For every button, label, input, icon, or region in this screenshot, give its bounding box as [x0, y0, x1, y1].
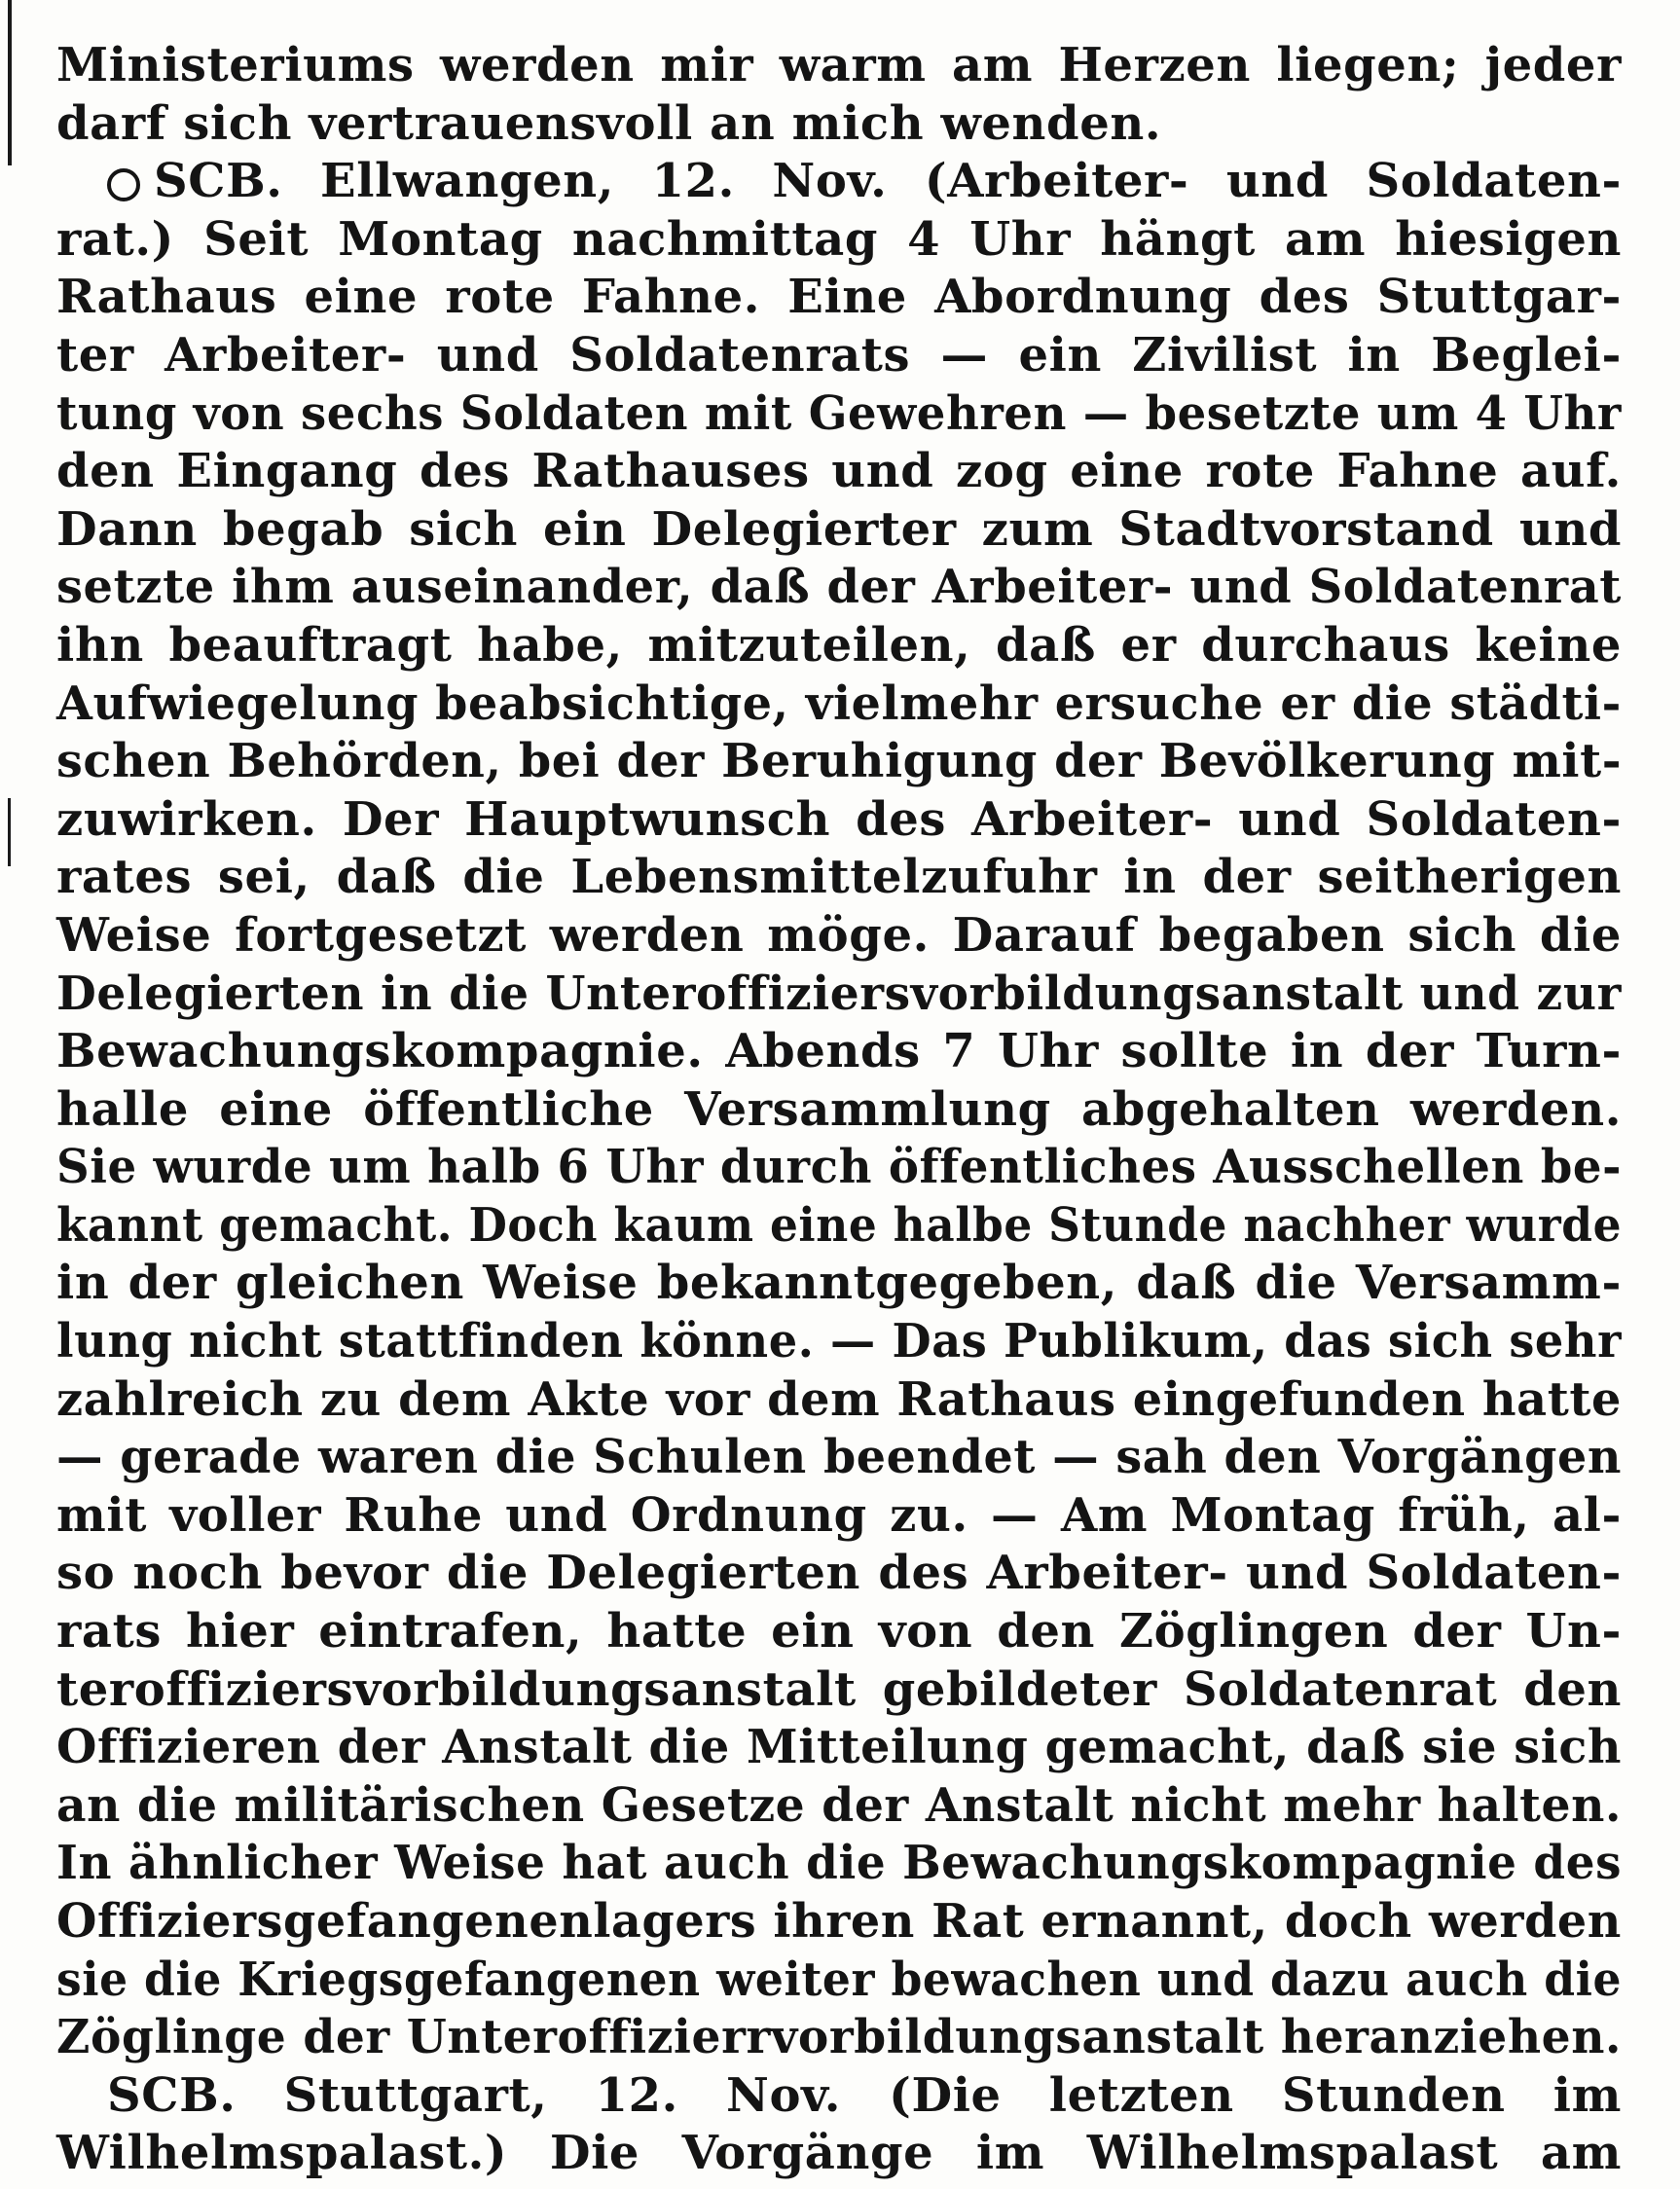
text-line: Offiziersgefangenenlagers ihren Rat ernannt, doch werden: [56, 1894, 1622, 1949]
dispatch-heading-line: SCB. Stuttgart, 12. Nov. (Die letzten Stunden im: [107, 2067, 1622, 2123]
text-line: mit voller Ruhe und Ordnung zu. — Am Montag früh, al-: [56, 1487, 1622, 1543]
text-line: — gerade waren die Schulen beendet — sah den Vorgängen: [56, 1430, 1623, 1485]
article-column: [56, 37, 1622, 2183]
text-line: Offizieren der Anstalt die Mitteilung gemacht, daß sie sich: [56, 1720, 1623, 1775]
text-line: setzte ihm auseinander, daß der Arbeiter- und Soldatenrat: [56, 560, 1623, 615]
text-line: Delegierten in die Unteroffiziersvorbildungsanstalt und zur: [56, 966, 1622, 1021]
text-line: Dann begab sich ein Delegierter zum Stadtvorstand und: [56, 501, 1623, 557]
text-line: Bewachungskompagnie. Abends 7 Uhr sollte in der Turn-: [56, 1024, 1622, 1079]
text-line: schen Behörden, bei der Beruhigung der Bevölkerung mit-: [56, 734, 1623, 789]
text-line: Aufwiegelung beabsichtige, vielmehr ersuche er die städti-: [56, 675, 1622, 731]
text-line: Ministeriums werden mir warm am Herzen liegen; jeder: [56, 38, 1622, 92]
text-line: so noch bevor die Delegierten des Arbeiter- und Soldaten-: [56, 1546, 1622, 1601]
text-line: in der gleichen Weise bekanntgegeben, daß die Versamm-: [56, 1256, 1622, 1311]
text-line: zuwirken. Der Hauptwunsch des Arbeiter- und Soldaten-: [56, 791, 1622, 847]
text-line: In ähnlicher Weise hat auch die Bewachungskompagnie des: [56, 1836, 1623, 1891]
text-line: rates sei, daß die Lebensmittelzufuhr in der seitherigen: [56, 850, 1622, 905]
text-line: den Eingang des Rathauses und zog eine rote Fahne auf.: [56, 444, 1622, 499]
text-line: Weise fortgesetzt werden möge. Darauf begaben sich die: [56, 907, 1623, 963]
text-line: Wilhelmspalast.) Die Vorgänge im Wilhelmspalast am: [56, 2126, 1623, 2181]
text-line: ter Arbeiter- und Soldatenrats — ein Zivilist in Beglei-: [56, 327, 1622, 383]
text-line: Zöglinge der Unteroffizierrvorbildungsanstalt heranziehen.: [56, 2010, 1623, 2065]
text-line: ihn beauftragt habe, mitzuteilen, daß er durchaus keine: [56, 617, 1622, 673]
text-line: tung von sechs Soldaten mit Gewehren — besetzte um 4 Uhr: [56, 385, 1622, 441]
text-line: Sie wurde um halb 6 Uhr durch öffentliches Ausschellen be-: [56, 1140, 1623, 1195]
circle-bullet-icon: [107, 168, 140, 201]
text-line: lung nicht stattfinden könne. — Das Publikum, das sich sehr: [56, 1314, 1623, 1369]
text-line: rat.) Seit Montag nachmittag 4 Uhr hängt am hiesigen: [56, 211, 1622, 267]
text-line: darf sich vertrauensvoll an mich wenden.: [56, 95, 1162, 151]
text-line: zahlreich zu dem Akte vor dem Rathaus eingefunden hatte: [56, 1371, 1622, 1427]
text-line: halle eine öffentliche Versammlung abgehalten werden.: [56, 1081, 1623, 1137]
text-line: kannt gemacht. Doch kaum eine halbe Stunde nachher wurde: [56, 1197, 1623, 1253]
text-line: an die militärischen Gesetze der Anstalt nicht mehr halten.: [56, 1777, 1622, 1833]
text-line: teroffiziersvorbildungsanstalt gebildeter Soldatenrat den: [56, 1661, 1623, 1717]
column-rule: [8, 0, 12, 165]
dispatch-heading-line: SCB. Ellwangen, 12. Nov. (Arbeiter- und Soldaten-: [56, 153, 1622, 211]
column-rule-fragment: [8, 798, 11, 866]
text-line: Rathaus eine rote Fahne. Eine Abordnung des Stuttgar-: [56, 270, 1623, 325]
text-line: sie die Kriegsgefangenen weiter bewachen und dazu auch die: [56, 1952, 1623, 2007]
text-line: rats hier eintrafen, hatte ein von den Zöglingen der Un-: [56, 1604, 1623, 1660]
